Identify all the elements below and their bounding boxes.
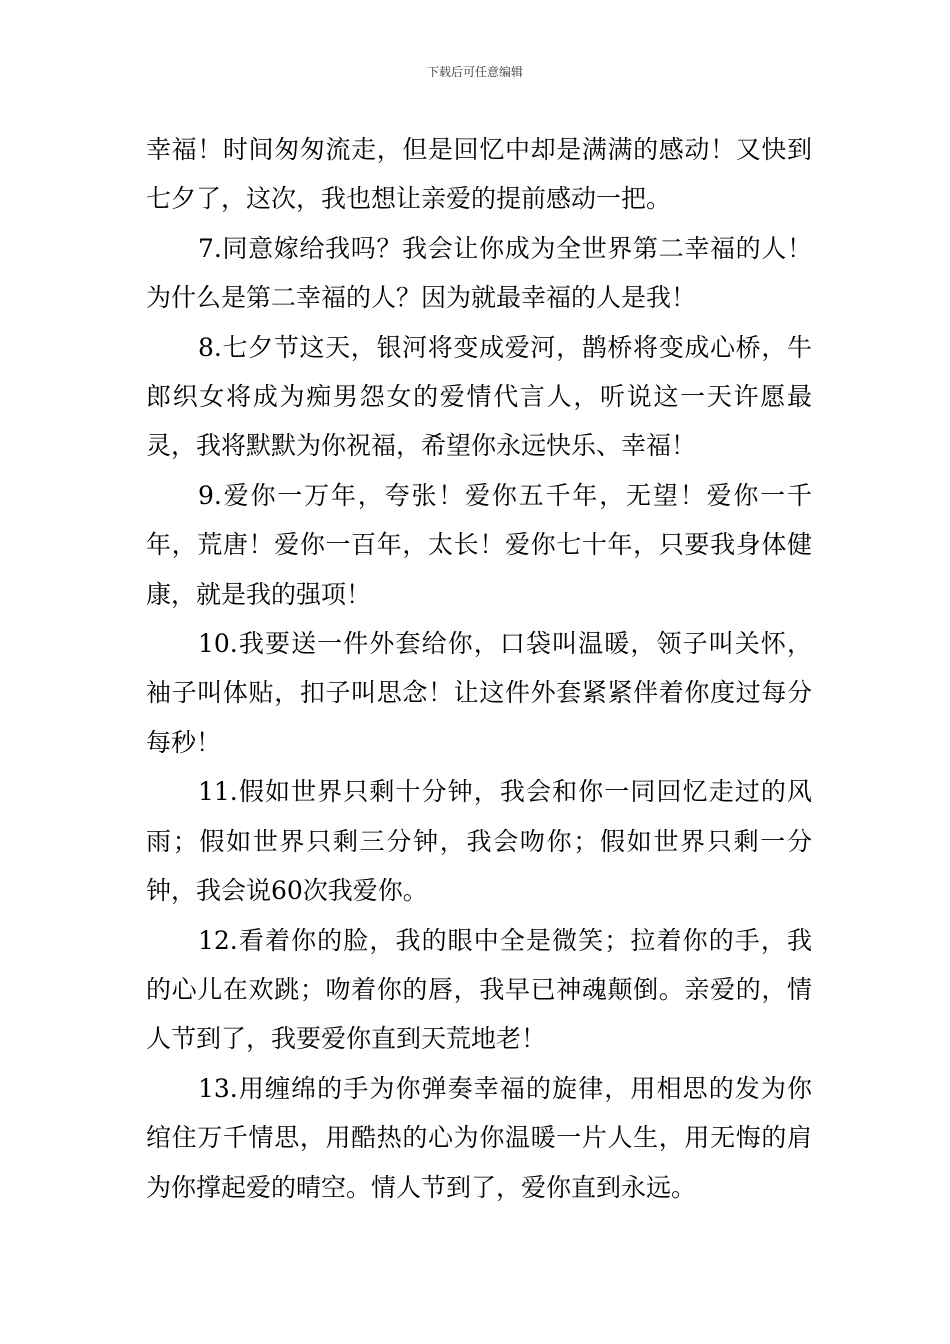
page-header-note: 下载后可任意编辑 <box>426 65 523 79</box>
paragraph-item-13: 13.用缠绵的手为你弹奏幸福的旋律，用相思的发为你绾住万千情思，用酷热的心为你温暖一片人生，用无悔的肩为你撑起爱的晴空。情人节到了，爱你直到永远。 <box>146 1073 812 1202</box>
paragraph-continued: 幸福！时间匆匆流走，但是回忆中却是满满的感动！又快到七夕了，这次，我也想让亲爱的提前感动一把。 <box>146 135 812 214</box>
paragraph-item-10: 10.我要送一件外套给你，口袋叫温暖，领子叫关怀，袖子叫体贴，扣子叫思念！让这件外套紧紧伴着你度过每分每秒！ <box>146 629 812 757</box>
paragraph-item-12: 12.看着你的脸，我的眼中全是微笑；拉着你的手，我的心儿在欢跳；吻着你的唇，我早已神魂颠倒。亲爱的，情人节到了，我要爱你直到天荒地老！ <box>146 925 812 1054</box>
paragraph-item-7: 7.同意嫁给我吗？我会让你成为全世界第二幸福的人！为什么是第二幸福的人？因为就最幸福的人是我！ <box>146 233 812 313</box>
paragraph-item-8: 8.七夕节这天，银河将变成爱河，鹊桥将变成心桥，牛郎织女将成为痴男怨女的爱情代言人，听说这一天许愿最灵，我将默默为你祝福，希望你永远快乐、幸福！ <box>146 332 812 461</box>
paragraph-item-11: 11.假如世界只剩十分钟，我会和你一同回忆走过的风雨；假如世界只剩三分钟，我会吻你；假如世界只剩一分钟，我会说60次我爱你。 <box>146 777 812 906</box>
document-body <box>146 125 812 1212</box>
paragraph-item-9: 9.爱你一万年，夸张！爱你五千年，无望！爱你一千年，荒唐！爱你一百年，太长！爱你七十年，只要我身体健康，就是我的强项！ <box>146 480 812 609</box>
